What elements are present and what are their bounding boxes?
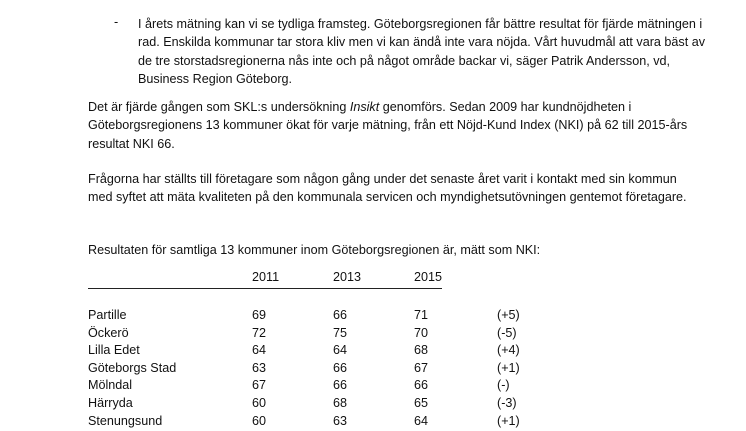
header-2015: 2015 xyxy=(414,270,443,284)
value-2011: 64 xyxy=(252,343,267,358)
paragraph-results-intro: Resultaten för samtliga 13 kommuner inom Göteborgsregionen är, mätt som NKI: xyxy=(88,243,541,257)
change-cell: (+4) xyxy=(497,343,520,358)
quote-bullet: - xyxy=(114,15,119,29)
municipality-cell: Härryda xyxy=(88,395,133,410)
quote-block xyxy=(114,15,714,89)
table-row xyxy=(88,343,548,361)
value-2011: 63 xyxy=(252,360,267,375)
value-2013: 66 xyxy=(333,308,348,322)
paragraph-survey-rest: genomförs. Sedan 2009 har kundnöjdheten i Göteborgsregionens 13 kommuner ökat för varje mätning, från ett Nöjd-Kund Index (NKI) på 62 till 2015-års resultat NKI 66. xyxy=(88,100,688,151)
value-2011: 60 xyxy=(252,413,267,428)
value-2015: 68 xyxy=(414,343,429,358)
change-cell: (+1) xyxy=(497,413,520,428)
table-row xyxy=(88,414,548,431)
value-2011: 67 xyxy=(252,378,267,393)
municipality-cell: Mölndal xyxy=(88,378,133,393)
quote-text: I årets mätning kan vi se tydliga framsteg. Göteborgsregionen får bättre resultat för fjärde mätningen i rad. Enskilda kommunar tar stora kliv men vi kan ändå inte vara nöjda. Vårt huvudmål att vara bäst av de tre storstadsregionerna nås inte och på något område backar vi, säger Patrik Andersson, vd, Business Region Göteborg. xyxy=(138,17,705,87)
change-cell: (-5) xyxy=(497,325,517,340)
municipality-cell: Partille xyxy=(88,308,127,322)
table-row xyxy=(88,326,548,344)
value-2015: 66 xyxy=(414,378,429,393)
header-rule xyxy=(88,288,442,289)
value-2015: 64 xyxy=(414,413,429,428)
table-body xyxy=(88,308,548,431)
change-cell: (-3) xyxy=(497,395,517,410)
survey-name: Insikt xyxy=(349,100,380,114)
value-2011: 72 xyxy=(252,325,267,340)
header-2013: 2013 xyxy=(333,270,362,284)
table-row xyxy=(88,378,548,396)
value-2013: 68 xyxy=(333,395,348,410)
paragraph-survey-intro: Det är fjärde gången som SKL:s undersökning xyxy=(88,100,350,114)
table-row xyxy=(88,308,548,326)
table-row xyxy=(88,396,548,414)
value-2013: 75 xyxy=(333,325,348,340)
value-2015: 70 xyxy=(414,325,429,340)
municipality-cell: Lilla Edet xyxy=(88,343,140,358)
results-table xyxy=(88,270,548,428)
value-2015: 71 xyxy=(414,308,429,322)
change-cell: (+1) xyxy=(497,360,520,375)
municipality-cell: Göteborgs Stad xyxy=(88,360,177,375)
municipality-cell: Öckerö xyxy=(88,325,129,340)
paragraph-survey xyxy=(88,98,688,153)
change-cell: (+5) xyxy=(497,308,520,322)
table-header xyxy=(88,270,548,288)
table-row xyxy=(88,361,548,379)
municipality-cell: Stenungsund xyxy=(88,413,163,428)
value-2011: 69 xyxy=(252,308,267,322)
value-2015: 67 xyxy=(414,360,429,375)
paragraph-questions: Frågorna har ställts till företagare som någon gång under det senaste året varit i kontakt med sin kommun med syftet att mäta kvaliteten på den kommunala servicen och myndighetsutövningen gentemot företagare. xyxy=(88,172,687,205)
header-2011: 2011 xyxy=(252,270,280,284)
value-2013: 66 xyxy=(333,360,348,375)
value-2013: 66 xyxy=(333,378,348,393)
value-2013: 63 xyxy=(333,413,348,428)
value-2015: 65 xyxy=(414,395,429,410)
value-2011: 60 xyxy=(252,395,267,410)
value-2013: 64 xyxy=(333,343,348,358)
change-cell: (-) xyxy=(497,378,510,393)
